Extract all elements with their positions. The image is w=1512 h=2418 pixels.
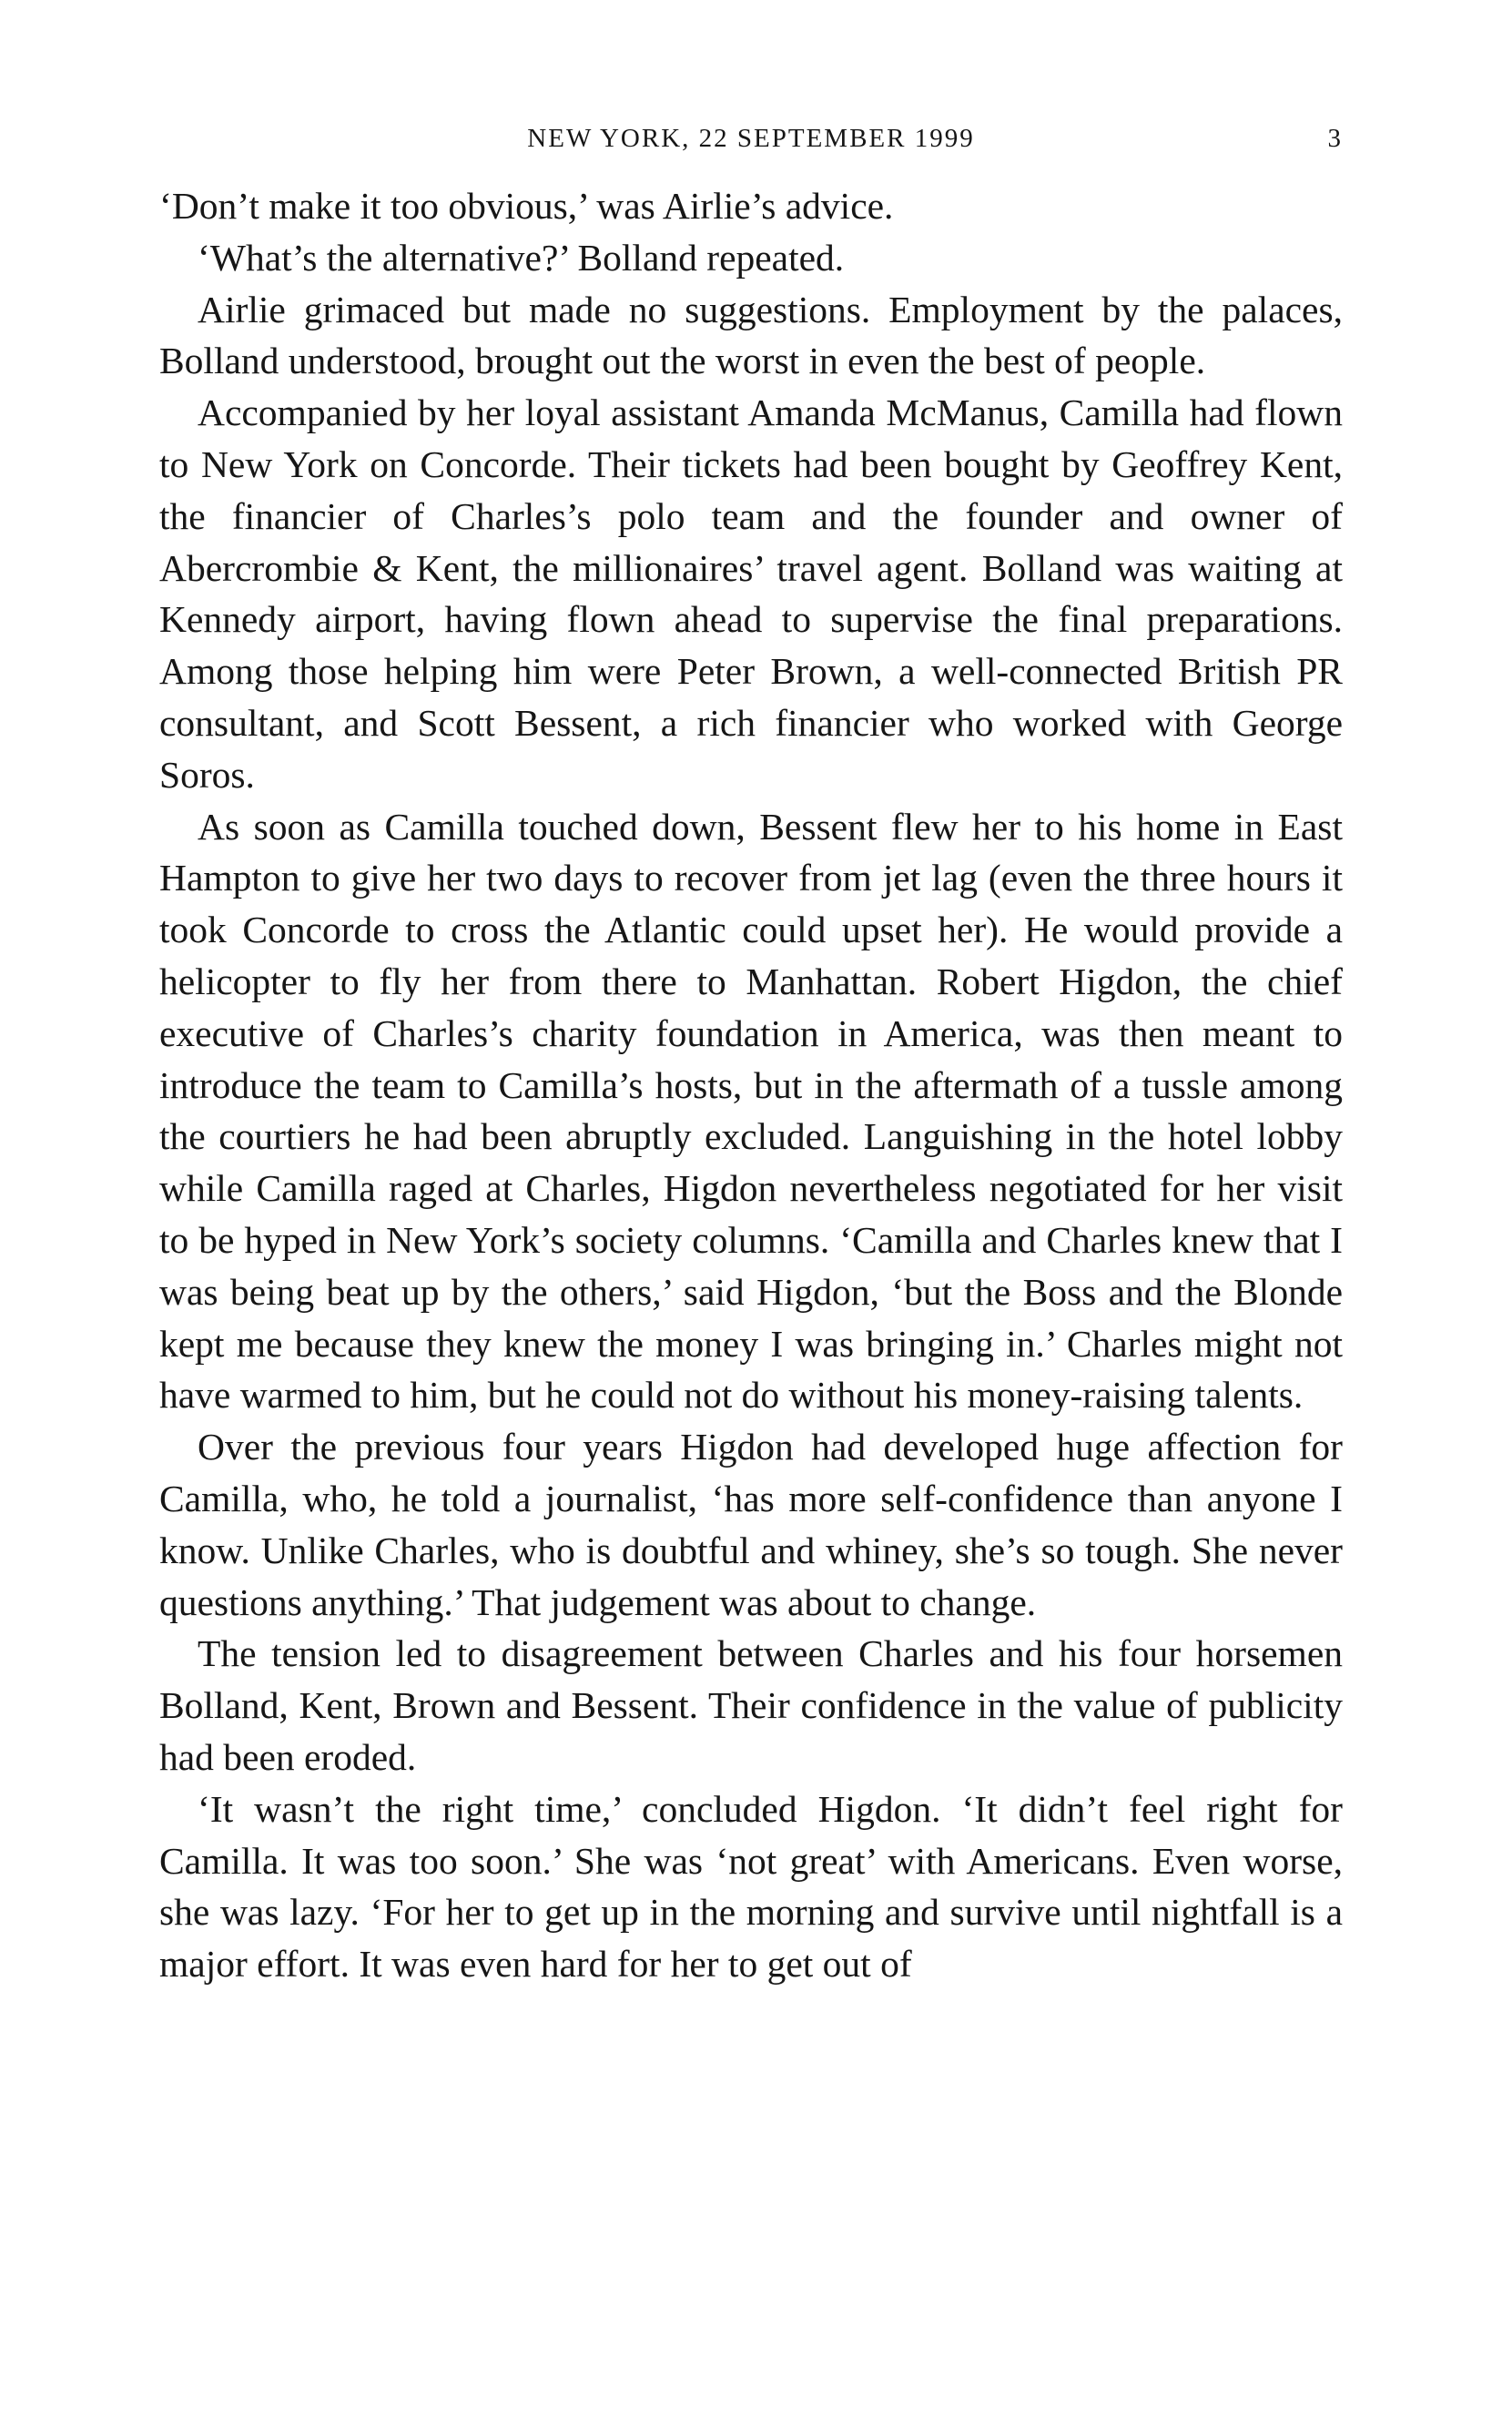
running-title: NEW YORK, 22 SEPTEMBER 1999 bbox=[527, 124, 975, 153]
paragraph: ‘It wasn’t the right time,’ concluded Higdon. ‘It didn’t feel right for Camilla. It was too soon.’ She was ‘not great’ with Americans. Even worse, she was lazy. ‘For her to get up in the morning and survive until nightfall is a major effort. It was even hard for her to get out of bbox=[159, 1787, 1343, 1986]
paragraph: As soon as Camilla touched down, Bessent flew her to his home in East Hampton to give her two days to recover from jet lag (even the three hours it took Concorde to cross the Atlantic could upset her). He would provide a helicopter to fly her from there to Manhattan. Robert Higdon, the chief executive of Charles’s charity foundation in America, was then meant to introduce the team to Camilla’s hosts, but in the aftermath of a tussle among the courtiers he had been abruptly excluded. Languishing in the hotel lobby while Camilla raged at Charles, Higdon nevertheless negotiated for her visit to be hyped in New York’s society columns. ‘Camilla and Charles knew that I was being beat up by the others,’ said Higdon, ‘but the Boss and the Blonde kept me because they knew the money I was bringing in.’ Charles might not have warmed to him, but he could not do without his money-raising talents. bbox=[159, 805, 1343, 1417]
paragraph: The tension led to disagreement between Charles and his four horsemen Bolland, Kent, Brown and Bessent. Their confidence in the value of publicity had been eroded. bbox=[159, 1632, 1343, 1778]
paragraph: Over the previous four years Higdon had developed huge affection for Camilla, who, he told a journalist, ‘has more self-confidence than anyone I know. Unlike Charles, who is doubtful and whiney, she’s so tough. She never questions anything.’ That judgement was about to change. bbox=[159, 1426, 1343, 1623]
running-head bbox=[159, 124, 1343, 164]
paragraph: ‘What’s the alternative?’ Bolland repeated. bbox=[198, 236, 845, 279]
body-text bbox=[159, 180, 1343, 1990]
paragraph: ‘Don’t make it too obvious,’ was Airlie’s advice. bbox=[159, 185, 894, 227]
paragraph: Airlie grimaced but made no suggestions. Employment by the palaces, Bolland understood, brought out the worst in even the best of people. bbox=[159, 288, 1343, 382]
page-number: 3 bbox=[1327, 124, 1343, 153]
paragraph: Accompanied by her loyal assistant Amanda McManus, Camilla had flown to New York on Concorde. Their tickets had been bought by Geoffrey Kent, the financier of Charles’s polo team and the founder and owner of Abercrombie & Kent, the millionaires’ travel agent. Bolland was waiting at Kennedy airport, having flown ahead to supervise the final preparations. Among those helping him were Peter Brown, a well-connected British PR consultant, and Scott Bessent, a rich financier who worked with George Soros. bbox=[159, 391, 1343, 796]
